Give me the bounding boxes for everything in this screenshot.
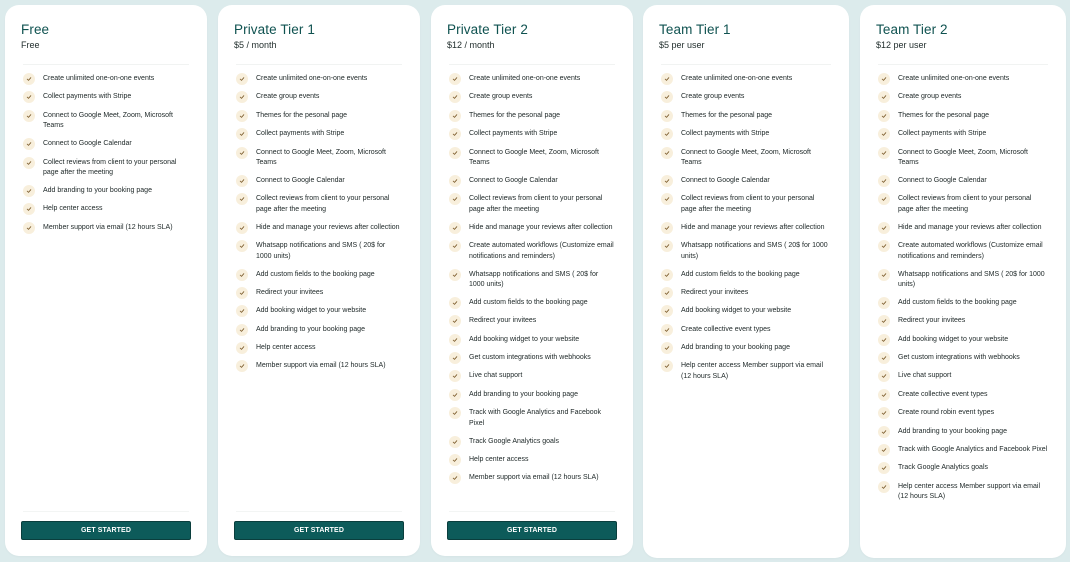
feature-item xyxy=(876,241,1050,262)
check-icon xyxy=(236,222,248,234)
feature-label: Collect reviews from client to your personal page after the meeting xyxy=(469,195,603,213)
feature-item xyxy=(876,408,1050,419)
feature-label: Add booking widget to your website xyxy=(256,307,367,315)
feature-label: Create collective event types xyxy=(681,325,771,333)
plan-title: Team Tier 2 xyxy=(876,22,948,37)
feature-label: Add custom fields to the booking page xyxy=(469,298,588,306)
check-icon xyxy=(661,147,673,159)
check-icon xyxy=(878,110,890,122)
feature-label: Redirect your invitees xyxy=(469,317,537,325)
feature-label: Help center access Member support via email (12 hours SLA) xyxy=(898,482,1041,501)
feature-item xyxy=(234,74,404,85)
feature-item xyxy=(234,129,404,140)
feature-label: Add booking widget to your website xyxy=(898,335,1009,343)
check-icon xyxy=(236,91,248,103)
feature-item xyxy=(876,445,1050,456)
feature-label: Hide and manage your reviews after collection xyxy=(469,223,613,231)
check-icon xyxy=(449,73,461,85)
feature-label: Connect to Google Meet, Zoom, Microsoft Teams xyxy=(469,148,599,167)
feature-label: Whatsapp notifications and SMS ( 20$ for 1000 units) xyxy=(256,242,386,260)
feature-item xyxy=(234,111,404,122)
feature-item xyxy=(876,390,1050,401)
plan-title: Private Tier 2 xyxy=(447,22,528,37)
check-icon xyxy=(878,315,890,327)
check-icon xyxy=(661,305,673,317)
plan-title: Private Tier 1 xyxy=(234,22,315,37)
get-started-button[interactable]: GET STARTED xyxy=(234,521,404,540)
feature-item xyxy=(21,158,191,179)
feature-item xyxy=(234,270,404,281)
check-icon xyxy=(449,110,461,122)
feature-item xyxy=(234,361,404,372)
feature-label: Collect payments with Stripe xyxy=(469,130,558,138)
feature-item xyxy=(876,482,1050,503)
feature-item xyxy=(21,204,191,215)
check-icon xyxy=(661,240,673,252)
feature-label: Add custom fields to the booking page xyxy=(256,270,375,278)
divider xyxy=(449,64,615,65)
check-icon xyxy=(878,426,890,438)
feature-item xyxy=(659,270,833,281)
check-icon xyxy=(449,407,461,419)
check-icon xyxy=(878,175,890,187)
check-icon xyxy=(449,454,461,466)
feature-item xyxy=(234,92,404,103)
divider xyxy=(236,511,402,512)
feature-label: Add branding to your booking page xyxy=(43,186,152,194)
check-icon xyxy=(878,297,890,309)
feature-label: Whatsapp notifications and SMS ( 20$ for 1000 units) xyxy=(681,242,828,260)
check-icon xyxy=(23,185,35,197)
feature-label: Collect reviews from client to your personal page after the meeting xyxy=(898,195,1032,213)
feature-label: Get custom integrations with webhooks xyxy=(469,354,591,362)
check-icon xyxy=(449,315,461,327)
feature-label: Member support via email (12 hours SLA) xyxy=(43,223,173,231)
feature-item xyxy=(659,148,833,169)
feature-label: Create group events xyxy=(681,93,745,101)
feature-list xyxy=(447,74,617,484)
feature-item xyxy=(447,129,617,140)
check-icon xyxy=(878,334,890,346)
check-icon xyxy=(449,352,461,364)
check-icon xyxy=(236,305,248,317)
check-icon xyxy=(449,269,461,281)
check-icon xyxy=(449,128,461,140)
check-icon xyxy=(236,360,248,372)
check-icon xyxy=(449,91,461,103)
feature-list xyxy=(876,74,1050,503)
check-icon xyxy=(661,222,673,234)
feature-item xyxy=(447,241,617,262)
check-icon xyxy=(449,222,461,234)
feature-item xyxy=(876,298,1050,309)
check-icon xyxy=(236,287,248,299)
feature-item xyxy=(447,473,617,484)
feature-item xyxy=(659,288,833,299)
check-icon xyxy=(661,324,673,336)
check-icon xyxy=(449,389,461,401)
feature-list xyxy=(234,74,404,372)
feature-label: Add branding to your booking page xyxy=(898,427,1007,435)
feature-label: Create automated workflows (Customize email notifications and reminders) xyxy=(469,242,614,260)
feature-label: Add branding to your booking page xyxy=(681,344,790,352)
check-icon xyxy=(878,407,890,419)
feature-item xyxy=(447,74,617,85)
check-icon xyxy=(878,91,890,103)
check-icon xyxy=(878,370,890,382)
feature-item xyxy=(659,325,833,336)
check-icon xyxy=(23,157,35,169)
feature-item xyxy=(234,176,404,187)
feature-label: Connect to Google Meet, Zoom, Microsoft Teams xyxy=(681,148,811,167)
check-icon xyxy=(661,73,673,85)
check-icon xyxy=(236,193,248,205)
feature-item xyxy=(447,455,617,466)
feature-item xyxy=(447,437,617,448)
feature-item xyxy=(659,92,833,103)
feature-label: Connect to Google Meet, Zoom, Microsoft Teams xyxy=(898,148,1028,167)
feature-label: Create unlimited one-on-one events xyxy=(681,75,793,82)
check-icon xyxy=(878,389,890,401)
plan-card-team-tier-2 xyxy=(860,5,1066,558)
feature-label: Connect to Google Calendar xyxy=(681,176,770,184)
check-icon xyxy=(661,110,673,122)
feature-label: Themes for the pesonal page xyxy=(469,111,561,119)
feature-item xyxy=(876,371,1050,382)
feature-label: Redirect your invitees xyxy=(681,288,749,296)
feature-item xyxy=(876,463,1050,474)
get-started-button[interactable]: GET STARTED xyxy=(21,521,191,540)
feature-label: Create automated workflows (Customize email notifications and reminders) xyxy=(898,242,1043,260)
feature-item xyxy=(234,343,404,354)
check-icon xyxy=(878,147,890,159)
check-icon xyxy=(661,287,673,299)
feature-label: Track with Google Analytics and Facebook Pixel xyxy=(898,446,1048,454)
feature-label: Live chat support xyxy=(469,372,523,380)
plan-title: Free xyxy=(21,22,50,37)
feature-item xyxy=(447,316,617,327)
feature-label: Hide and manage your reviews after collection xyxy=(681,223,825,231)
feature-label: Create group events xyxy=(898,93,962,101)
feature-label: Collect reviews from client to your personal page after the meeting xyxy=(681,195,815,213)
plan-price: $5 per user xyxy=(659,40,705,50)
check-icon xyxy=(661,175,673,187)
feature-item xyxy=(234,288,404,299)
feature-label: Add branding to your booking page xyxy=(469,390,578,398)
check-icon xyxy=(236,175,248,187)
feature-item xyxy=(876,316,1050,327)
check-icon xyxy=(236,269,248,281)
feature-label: Collect payments with Stripe xyxy=(898,130,987,138)
feature-item xyxy=(234,148,404,169)
check-icon xyxy=(23,222,35,234)
check-icon xyxy=(661,193,673,205)
feature-label: Add booking widget to your website xyxy=(681,307,792,315)
feature-label: Create unlimited one-on-one events xyxy=(898,75,1010,82)
check-icon xyxy=(236,240,248,252)
feature-item xyxy=(659,129,833,140)
check-icon xyxy=(449,436,461,448)
feature-item xyxy=(876,92,1050,103)
feature-item xyxy=(447,176,617,187)
feature-label: Connect to Google Calendar xyxy=(898,176,987,184)
feature-label: Track Google Analytics goals xyxy=(898,464,989,472)
check-icon xyxy=(23,138,35,150)
check-icon xyxy=(449,472,461,484)
feature-item xyxy=(234,241,404,262)
plan-card-private-tier-1 xyxy=(218,5,420,556)
feature-item xyxy=(876,194,1050,215)
feature-label: Themes for the pesonal page xyxy=(256,111,348,119)
feature-label: Collect reviews from client to your personal page after the meeting xyxy=(256,195,390,213)
feature-item xyxy=(876,353,1050,364)
feature-item xyxy=(234,194,404,215)
check-icon xyxy=(449,240,461,252)
divider xyxy=(236,64,402,65)
feature-item xyxy=(447,408,617,429)
feature-item xyxy=(659,176,833,187)
feature-label: Create group events xyxy=(256,93,320,101)
feature-label: Collect payments with Stripe xyxy=(43,93,132,101)
feature-item xyxy=(659,111,833,122)
check-icon xyxy=(661,91,673,103)
check-icon xyxy=(236,147,248,159)
feature-label: Connect to Google Calendar xyxy=(256,176,345,184)
feature-label: Collect payments with Stripe xyxy=(256,130,345,138)
check-icon xyxy=(236,110,248,122)
check-icon xyxy=(878,240,890,252)
feature-label: Member support via email (12 hours SLA) xyxy=(469,474,599,482)
feature-item xyxy=(447,92,617,103)
feature-item xyxy=(876,176,1050,187)
check-icon xyxy=(661,360,673,372)
feature-item xyxy=(876,270,1050,291)
feature-label: Create unlimited one-on-one events xyxy=(469,75,581,82)
divider xyxy=(23,511,189,512)
check-icon xyxy=(449,297,461,309)
plan-price: $5 / month xyxy=(234,40,277,50)
feature-label: Connect to Google Calendar xyxy=(469,176,558,184)
feature-item xyxy=(659,343,833,354)
divider xyxy=(661,64,831,65)
feature-label: Add custom fields to the booking page xyxy=(681,270,800,278)
check-icon xyxy=(878,352,890,364)
feature-item xyxy=(447,194,617,215)
feature-label: Create unlimited one-on-one events xyxy=(43,75,155,82)
plan-price: Free xyxy=(21,40,40,50)
feature-item xyxy=(447,390,617,401)
check-icon xyxy=(449,175,461,187)
feature-item xyxy=(659,361,833,382)
feature-item xyxy=(876,335,1050,346)
feature-label: Whatsapp notifications and SMS ( 20$ for 1000 units) xyxy=(469,270,599,289)
check-icon xyxy=(23,203,35,215)
feature-label: Create collective event types xyxy=(898,390,988,398)
check-icon xyxy=(449,147,461,159)
check-icon xyxy=(236,342,248,354)
feature-item xyxy=(21,111,191,132)
feature-label: Add custom fields to the booking page xyxy=(898,298,1017,306)
feature-label: Whatsapp notifications and SMS ( 20$ for 1000 units) xyxy=(898,270,1045,289)
check-icon xyxy=(449,370,461,382)
check-icon xyxy=(878,462,890,474)
feature-label: Live chat support xyxy=(898,372,952,380)
feature-label: Create unlimited one-on-one events xyxy=(256,75,368,82)
feature-item xyxy=(876,223,1050,234)
feature-label: Get custom integrations with webhooks xyxy=(898,354,1020,362)
plan-card-team-tier-1 xyxy=(643,5,849,558)
feature-label: Connect to Google Calendar xyxy=(43,140,132,148)
feature-list xyxy=(659,74,833,382)
feature-label: Themes for the pesonal page xyxy=(898,111,990,119)
check-icon xyxy=(878,73,890,85)
plan-price: $12 / month xyxy=(447,40,495,50)
feature-label: Member support via email (12 hours SLA) xyxy=(256,362,386,370)
feature-item xyxy=(447,371,617,382)
feature-item xyxy=(876,74,1050,85)
divider xyxy=(23,64,189,65)
feature-label: Themes for the pesonal page xyxy=(681,111,773,119)
feature-item xyxy=(876,129,1050,140)
feature-label: Help center access xyxy=(469,456,529,464)
feature-item xyxy=(234,306,404,317)
plan-price: $12 per user xyxy=(876,40,927,50)
feature-label: Add branding to your booking page xyxy=(256,325,365,333)
feature-label: Collect reviews from client to your personal page after the meeting xyxy=(43,158,177,177)
feature-item xyxy=(659,241,833,262)
feature-item xyxy=(447,298,617,309)
feature-label: Connect to Google Meet, Zoom, Microsoft Teams xyxy=(256,148,386,167)
divider xyxy=(878,64,1048,65)
check-icon xyxy=(236,128,248,140)
feature-item xyxy=(21,186,191,197)
check-icon xyxy=(23,73,35,85)
check-icon xyxy=(236,73,248,85)
plan-title: Team Tier 1 xyxy=(659,22,731,37)
feature-item xyxy=(447,223,617,234)
feature-label: Track Google Analytics goals xyxy=(469,437,560,445)
feature-label: Help center access Member support via email (12 hours SLA) xyxy=(681,362,824,380)
feature-item xyxy=(659,194,833,215)
feature-label: Help center access xyxy=(43,205,103,213)
feature-label: Redirect your invitees xyxy=(256,288,324,296)
check-icon xyxy=(661,342,673,354)
feature-item xyxy=(447,148,617,169)
check-icon xyxy=(878,222,890,234)
feature-label: Redirect your invitees xyxy=(898,317,966,325)
plan-card-free xyxy=(5,5,207,556)
feature-item xyxy=(21,92,191,103)
feature-item xyxy=(21,74,191,85)
check-icon xyxy=(449,193,461,205)
feature-label: Add booking widget to your website xyxy=(469,335,580,343)
feature-label: Collect payments with Stripe xyxy=(681,130,770,138)
get-started-button[interactable]: GET STARTED xyxy=(447,521,617,540)
feature-item xyxy=(447,270,617,291)
check-icon xyxy=(878,481,890,493)
feature-item xyxy=(21,139,191,150)
feature-label: Hide and manage your reviews after collection xyxy=(256,223,400,231)
feature-list xyxy=(21,74,191,234)
feature-item xyxy=(876,148,1050,169)
feature-item xyxy=(659,223,833,234)
feature-item xyxy=(659,306,833,317)
check-icon xyxy=(236,324,248,336)
feature-label: Create group events xyxy=(469,93,533,101)
feature-label: Create round robin event types xyxy=(898,409,995,417)
feature-item xyxy=(876,111,1050,122)
feature-item xyxy=(447,111,617,122)
feature-item xyxy=(876,427,1050,438)
plan-card-private-tier-2 xyxy=(431,5,633,556)
check-icon xyxy=(878,444,890,456)
divider xyxy=(449,511,615,512)
feature-label: Track with Google Analytics and Facebook Pixel xyxy=(469,409,602,427)
feature-label: Help center access xyxy=(256,344,316,352)
feature-item xyxy=(21,223,191,234)
feature-item xyxy=(447,335,617,346)
check-icon xyxy=(878,193,890,205)
feature-label: Connect to Google Meet, Zoom, Microsoft Teams xyxy=(43,111,173,130)
check-icon xyxy=(878,128,890,140)
check-icon xyxy=(23,91,35,103)
check-icon xyxy=(878,269,890,281)
check-icon xyxy=(23,110,35,122)
feature-item xyxy=(447,353,617,364)
check-icon xyxy=(449,334,461,346)
feature-item xyxy=(659,74,833,85)
feature-item xyxy=(234,223,404,234)
feature-item xyxy=(234,325,404,336)
check-icon xyxy=(661,269,673,281)
feature-label: Hide and manage your reviews after collection xyxy=(898,223,1042,231)
check-icon xyxy=(661,128,673,140)
